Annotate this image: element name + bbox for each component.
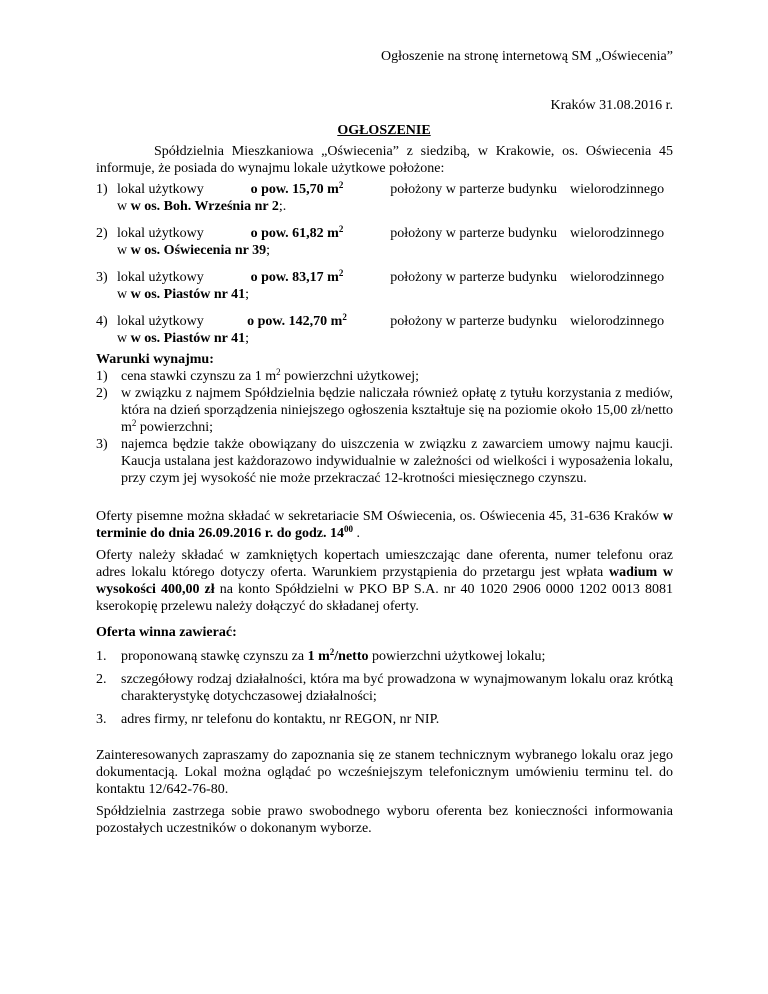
local-number: 2) (96, 226, 108, 241)
local-building-type: wielorodzinnego (570, 314, 665, 329)
condition-item: 1) cena stawki czynszu za 1 $m^2$ powierzchni użytkowej; (96, 367, 420, 384)
local-location: położony w parterze budynku (390, 270, 557, 285)
offer-submission-paragraph: Oferty pisemne można składać w sekretariacie SM Oświecenia, os. Oświecenia 45, 31-636 Kraków w terminie do dnia 26.09.2016 r. do godz. $14^{00}$ . (96, 509, 673, 541)
local-item (96, 181, 673, 215)
offer-requirement-item: 1. proponowaną stawkę czynszu za 1 $m^2$/netto powierzchni użytkowej lokalu; (96, 647, 546, 664)
local-type: lokal użytkowy (117, 226, 204, 241)
local-location: położony w parterze budynku (390, 182, 557, 197)
local-number: 3) (96, 270, 108, 285)
local-type: lokal użytkowy (117, 270, 204, 285)
local-number: 4) (96, 314, 108, 329)
header-note: Ogłoszenie na stronę internetową SM „Oświecenia” (381, 49, 673, 64)
deposit-paragraph: Oferty należy składać w zamkniętych kopertach umieszczając dane oferenta, numer telefonu oraz adres lokalu którego dotyczy oferta. Warunkiem przystąpienia do przetargu jest wpłata wadium w wysokości 400,00 zł na konto Spółdzielni w PKO BP S.A. nr 40 1020 2906 0000 1202 0013 8081 kserokopię przelewu należy dołączyć do składanej oferty. (96, 548, 674, 614)
local-type: lokal użytkowy (117, 182, 204, 197)
condition-item: 3) najemca będzie także obowiązany do uiszczenia w związku z zawarciem umowy najmu kaucji. Kaucja ustalana jest każdorazowo indywidualnie w zależności od wielkości i wyposażenia lokalu, przy czym jej wysokość nie może przekraczać 12-krotności miesięcznego czynszu. (96, 437, 673, 486)
local-location: położony w parterze budynku (390, 314, 557, 329)
local-item (96, 269, 673, 303)
offer-requirement-item: 2. szczegółowy rodzaj działalności, która ma być prowadzona w wynajmowanym lokalu oraz krótką charakterystykę dotychczasowej działalności; (96, 672, 673, 704)
local-area: o pow. 15,70 $m^2$ (250, 180, 344, 197)
locals-list (96, 181, 673, 357)
intro-paragraph: Spółdzielnia Mieszkaniowa „Oświecenia” z siedzibą, w Krakowie, os. Oświecenia 45 informuje, że posiada do wynajmu lokale użytkowe położone: (96, 144, 673, 176)
offer-content-list (96, 648, 673, 734)
offer-requirement-item: 3. adres firmy, nr telefonu do kontaktu, nr REGON, nr NIP. (96, 712, 440, 727)
offer-content-heading: Oferta winna zawierać: (96, 625, 237, 640)
local-address: w w os. Oświecenia nr 39; (117, 243, 270, 258)
local-type: lokal użytkowy (117, 314, 204, 329)
document-title: OGŁOSZENIE (337, 123, 431, 138)
local-address: w w os. Piastów nr 41; (117, 287, 249, 302)
rental-conditions (96, 351, 673, 487)
local-area: o pow. 142,70 $m^2$ (247, 312, 347, 329)
local-item (96, 225, 673, 259)
inspection-invite-paragraph: Zainteresowanych zapraszamy do zapoznania się ze stanem technicznym wybranego lokalu oraz jego dokumentacją. Lokal można oglądać po wcześniejszym telefonicznym umówieniu terminu tel. do kontaktu 12/642-76-80. (96, 748, 673, 797)
local-location: położony w parterze budynku (390, 226, 557, 241)
conditions-heading: Warunki wynajmu: (96, 352, 214, 367)
condition-item: 2) w związku z najmem Spółdzielnia będzie naliczała również opłatę z tytułu korzystania z mediów, która na dzień sporządzenia niniejszego ogłoszenia kształtuje się na poziomie około 15,00 zł/netto $m^2$ powierzchni; (96, 386, 673, 435)
local-building-type: wielorodzinnego (570, 270, 665, 285)
document-date: Kraków 31.08.2016 r. (550, 98, 673, 113)
local-number: 1) (96, 182, 108, 197)
local-area: o pow. 83,17 $m^2$ (250, 268, 344, 285)
reservation-paragraph: Spółdzielnia zastrzega sobie prawo swobodnego wyboru oferenta bez konieczności informowania pozostałych uczestników o dokonanym wyborze. (96, 804, 673, 836)
local-item (96, 313, 673, 347)
local-building-type: wielorodzinnego (570, 182, 665, 197)
local-address: w w os. Piastów nr 41; (117, 331, 249, 346)
local-area: o pow. 61,82 $m^2$ (250, 224, 344, 241)
local-building-type: wielorodzinnego (570, 226, 665, 241)
local-address: w w os. Boh. Września nr 2;. (117, 199, 287, 214)
